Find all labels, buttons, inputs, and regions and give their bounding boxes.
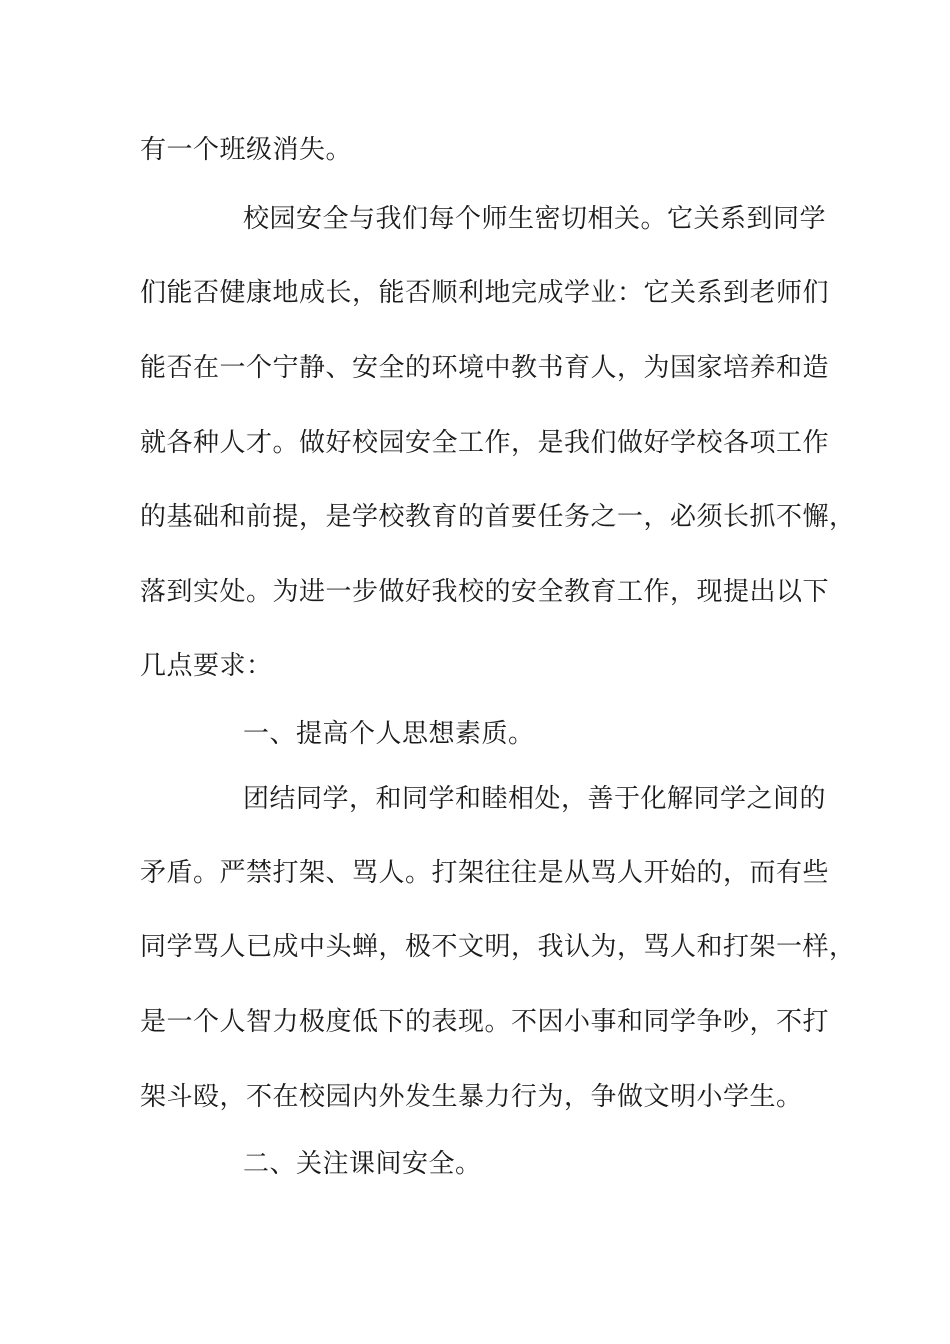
section-heading: 二、关注课间安全。 <box>243 1149 482 1179</box>
paragraph-line: 有一个班级消失。 <box>140 135 353 165</box>
paragraph-line: 几点要求： <box>140 651 273 681</box>
paragraph-line: 的基础和前提，是学校教育的首要任务之一，必须长抓不懈， <box>140 502 856 532</box>
paragraph-line: 校园安全与我们每个师生密切相关。它关系到同学 <box>243 204 827 234</box>
paragraph-line: 们能否健康地成长，能否顺利地完成学业：它关系到老师们 <box>140 278 830 308</box>
paragraph-line: 同学骂人已成中头蝉，极不文明，我认为，骂人和打架一样， <box>140 932 856 962</box>
paragraph-line: 就各种人才。做好校园安全工作，是我们做好学校各项工作 <box>140 428 830 458</box>
paragraph-line: 是一个人智力极度低下的表现。不因小事和同学争吵，不打 <box>140 1007 830 1037</box>
paragraph-line: 能否在一个宁静、安全的环境中教书育人，为国家培养和造 <box>140 353 830 383</box>
paragraph-line: 团结同学，和同学和睦相处，善于化解同学之间的 <box>243 784 827 814</box>
paragraph-line: 落到实处。为进一步做好我校的安全教育工作，现提出以下 <box>140 577 830 607</box>
paragraph-line: 矛盾。严禁打架、骂人。打架往往是从骂人开始的，而有些 <box>140 858 830 888</box>
section-heading: 一、提高个人思想素质。 <box>243 719 535 749</box>
paragraph-line: 架斗殴，不在校园内外发生暴力行为，争做文明小学生。 <box>140 1082 803 1112</box>
